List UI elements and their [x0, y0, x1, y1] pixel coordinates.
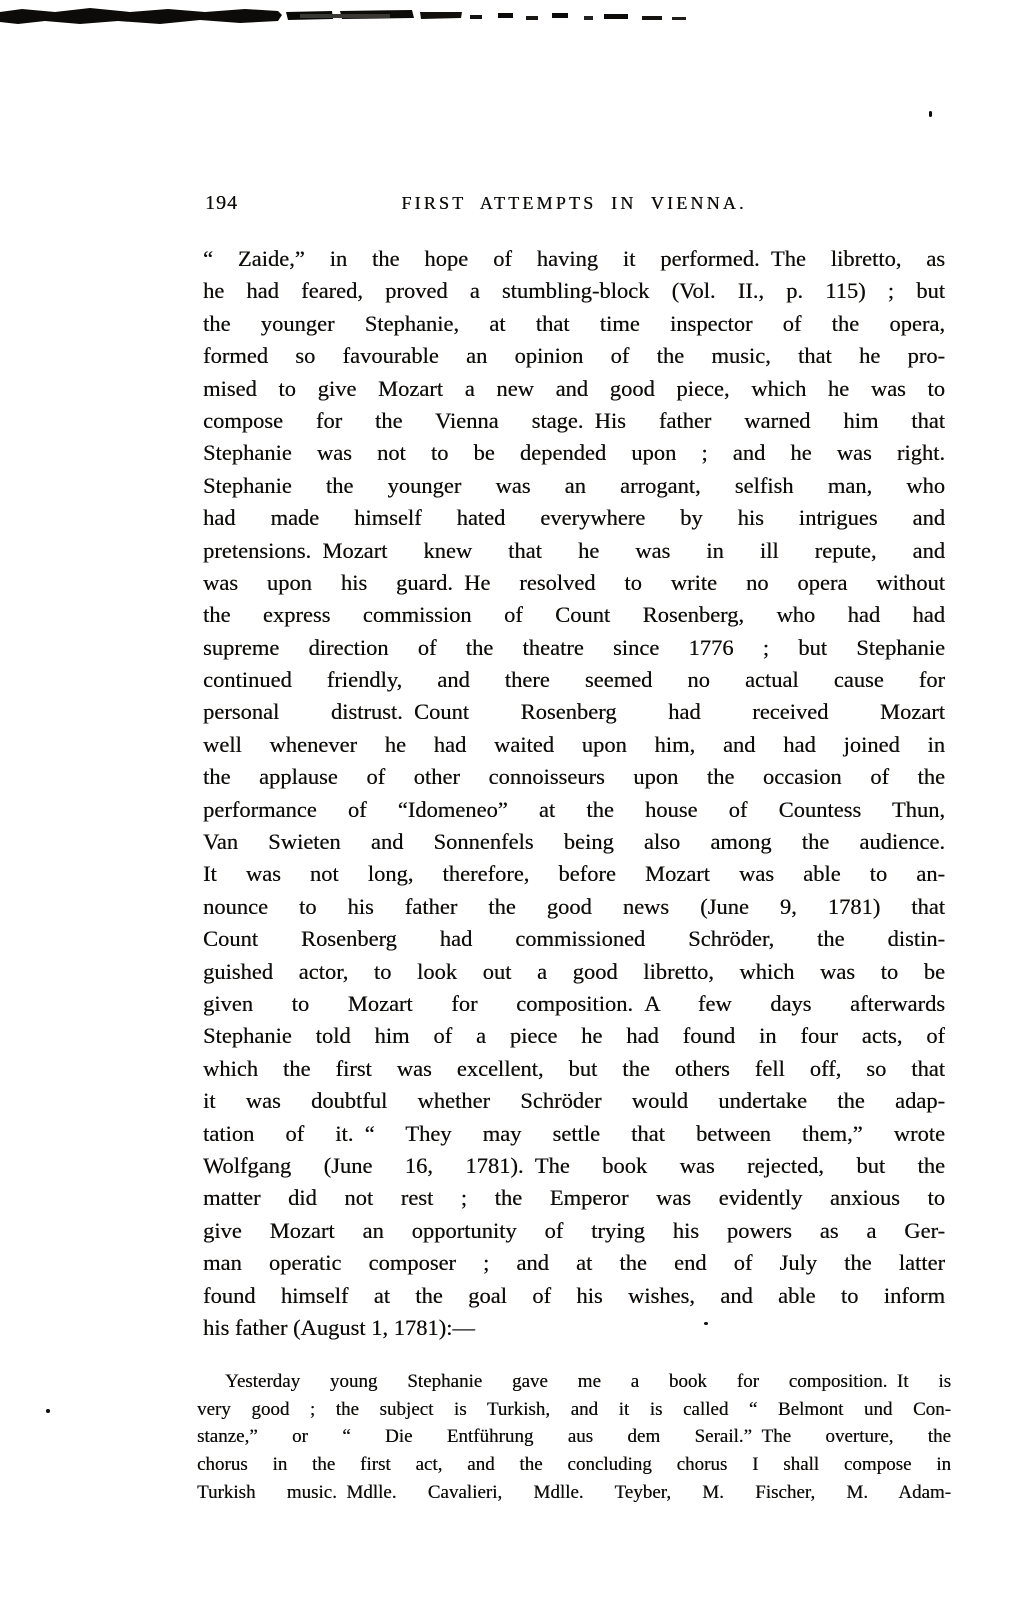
page-header: [203, 190, 945, 216]
text-line: stanze,” or “ Die Entführung aus dem Serail.” The overture, the: [197, 1426, 951, 1448]
text-line: personal distrust. Count Rosenberg had received Mozart: [203, 699, 945, 725]
text-line: matter did not rest ; the Emperor was evidently anxious to: [203, 1185, 945, 1211]
running-head: FIRST ATTEMPTS IN VIENNA.: [401, 193, 747, 213]
text-line: had made himself hated everywhere by his intrigues and: [203, 505, 945, 531]
text-line: Count Rosenberg had commissioned Schröder, the distin-: [203, 926, 945, 952]
letter-quote-block: [197, 1368, 951, 1506]
text-line: Wolfgang (June 16, 1781). The book was rejected, but the: [203, 1152, 945, 1178]
text-line: It was not long, therefore, before Mozart was able to an-: [203, 861, 945, 887]
text-line: “ Zaide,” in the hope of having it performed. The libretto, as: [203, 246, 945, 271]
text-line: continued friendly, and there seemed no actual cause for: [203, 667, 945, 693]
text-line: Van Swieten and Sonnenfels being also among the audience.: [203, 829, 945, 855]
text-line: Stephanie the younger was an arrogant, selfish man, who: [203, 472, 945, 498]
body-paragraph: [203, 243, 945, 1344]
text-line: very good ; the subject is Turkish, and it is called “ Belmont und Con-: [197, 1398, 951, 1420]
text-line: found himself at the goal of his wishes, and able to inform: [203, 1282, 945, 1308]
text-line: Stephanie told him of a piece he had found in four acts, of: [203, 1023, 945, 1049]
text-line: pretensions. Mozart knew that he was in ill repute, and: [203, 537, 945, 563]
text-line: was upon his guard. He resolved to write no opera without: [203, 569, 945, 595]
ink-speck: [46, 1409, 50, 1413]
text-line: he had feared, proved a stumbling-block (Vol. II., p. 115) ; but: [203, 278, 945, 304]
page-number: 194: [205, 192, 238, 214]
text-line: his father (August 1, 1781):—: [203, 1314, 475, 1340]
text-line: which the first was excellent, but the others fell off, so that: [203, 1055, 945, 1081]
text-line: given to Mozart for composition. A few days afterwards: [203, 990, 945, 1016]
text-line: the express commission of Count Rosenberg, who had had: [203, 602, 945, 628]
text-line: guished actor, to look out a good libretto, which was to be: [203, 958, 945, 984]
text-line: Stephanie was not to be depended upon ; and he was right.: [203, 440, 945, 466]
text-line: performance of “Idomeneo” at the house of Countess Thun,: [203, 796, 945, 822]
text-line: well whenever he had waited upon him, and had joined in: [203, 731, 945, 757]
text-line: it was doubtful whether Schröder would undertake the adap-: [203, 1088, 945, 1114]
page-content: [197, 190, 951, 1506]
ink-speck: [929, 111, 932, 117]
text-line: chorus in the first act, and the concluding chorus I shall compose in: [197, 1454, 951, 1476]
text-line: compose for the Vienna stage. His father warned him that: [203, 407, 945, 433]
text-line: nounce to his father the good news (June 9, 1781) that: [203, 893, 945, 919]
text-line: the younger Stephanie, at that time inspector of the opera,: [203, 310, 945, 336]
text-line: tation of it. “ They may settle that between them,” wrote: [203, 1120, 945, 1146]
text-line: mised to give Mozart a new and good piece, which he was to: [203, 375, 945, 401]
text-line: give Mozart an opportunity of trying his powers as a Ger-: [203, 1217, 945, 1243]
text-line: supreme direction of the theatre since 1776 ; but Stephanie: [203, 634, 945, 660]
text-line: the applause of other connoisseurs upon the occasion of the: [203, 764, 945, 790]
ink-speck: [704, 1322, 708, 1325]
text-line: man operatic composer ; and at the end of July the latter: [203, 1250, 945, 1276]
text-line: Yesterday young Stephanie gave me a book for composition. It is: [225, 1371, 951, 1393]
scan-artifact-band: [0, 0, 720, 36]
text-line: formed so favourable an opinion of the music, that he pro-: [203, 343, 945, 369]
text-line: Turkish music. Mdlle. Cavalieri, Mdlle. Teyber, M. Fischer, M. Adam-: [197, 1481, 951, 1503]
